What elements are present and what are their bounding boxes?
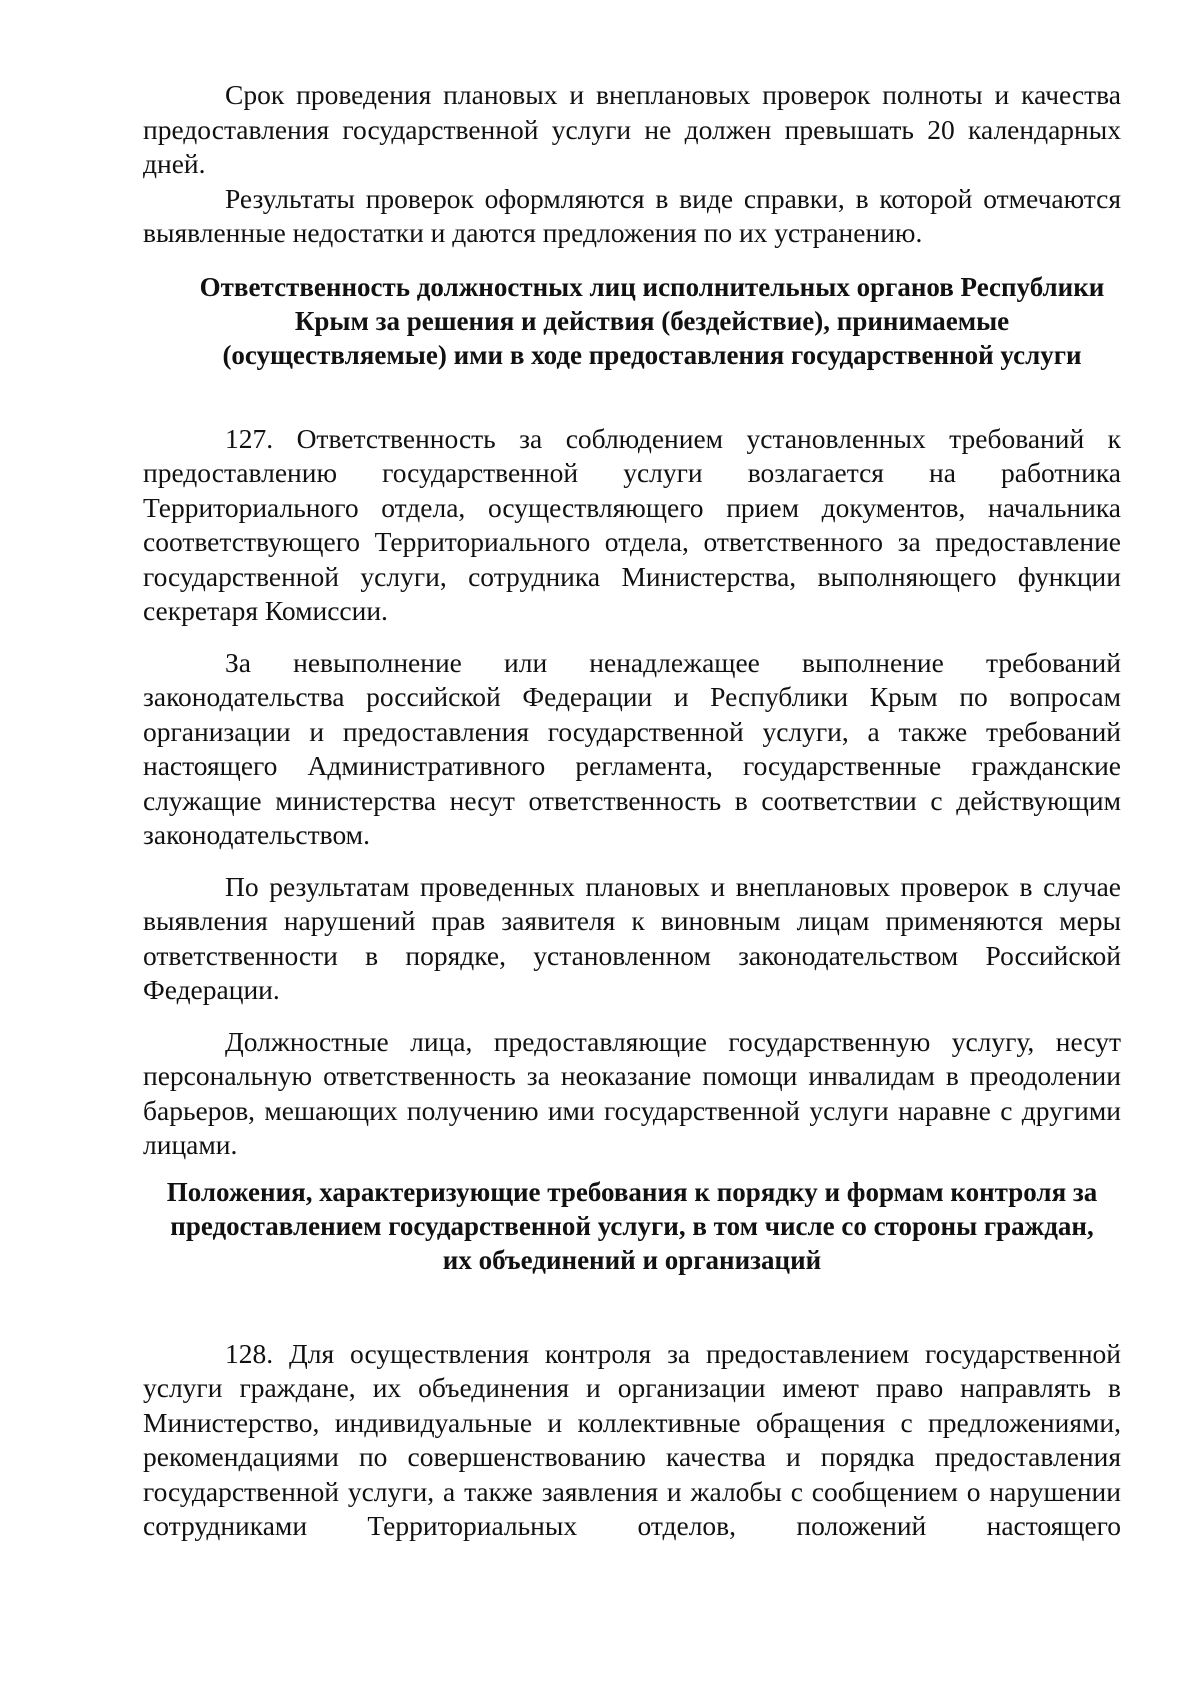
document-page [143,78,1121,1544]
heading-responsibility: Ответственность должностных лиц исполнительных органов Республики Крым за решения и действия (бездействие), принимаемые (осуществляемые) ими в ходе предоставления государственной услуги [199,271,1105,370]
paragraph-127: 127. Ответственность за соблюдением установленных требований к предоставлению государственной услуги возлагается на работника Территориального отдела, осуществляющего прием документов, начальника соответствующего Территориального отдела, ответственного за предоставление государственной услуги, сотрудника Министерства, выполняющего функции секретаря Комиссии. [143,422,1121,626]
paragraph-128: 128. Для осуществления контроля за предоставлением государственной услуги граждане, их объединения и организации имеют право направлять в Министерство, индивидуальные и коллективные обращения с предложениями, рекомендациями по совершенствованию качества и порядка предоставления государственной услуги, а также заявления и жалобы с сообщением о нарушении сотрудниками Территориальных отделов, положений настоящего [143,1337,1121,1541]
paragraph-disabled-assistance: Должностные лица, предоставляющие государственную услугу, несут персональную ответственность за неоказание помощи инвалидам в преодолении барьеров, мешающих получению ими государственной услуги наравне с другими лицами. [143,1025,1121,1160]
paragraph-inspection-results: Результаты проверок оформляются в виде справки, в которой отмечаются выявленные недостатки и даются предложения по их устранению. [143,182,1121,248]
heading-control: Положения, характеризующие требования к порядку и формам контроля за предоставлением государственной услуги, в том числе со стороны граждан, их объединений и организаций [166,1176,1098,1275]
paragraph-inspection-outcomes: По результатам проведенных плановых и внеплановых проверок в случае выявления нарушений прав заявителя к виновным лицам применяются меры ответственности в порядке, установленном законодательством Российской Федерации. [143,870,1121,1005]
paragraph-noncompliance: За невыполнение или ненадлежащее выполнение требований законодательства российской Федерации и Республики Крым по вопросам организации и предоставления государственной услуги, а также требований настоящего Административного регламента, государственные гражданские служащие министерства несут ответственность в соответствии с действующим законодательством. [143,646,1121,850]
paragraph-inspection-term: Срок проведения плановых и внеплановых проверок полноты и качества предоставления государственной услуги не должен превышать 20 календарных дней. [143,79,1121,179]
